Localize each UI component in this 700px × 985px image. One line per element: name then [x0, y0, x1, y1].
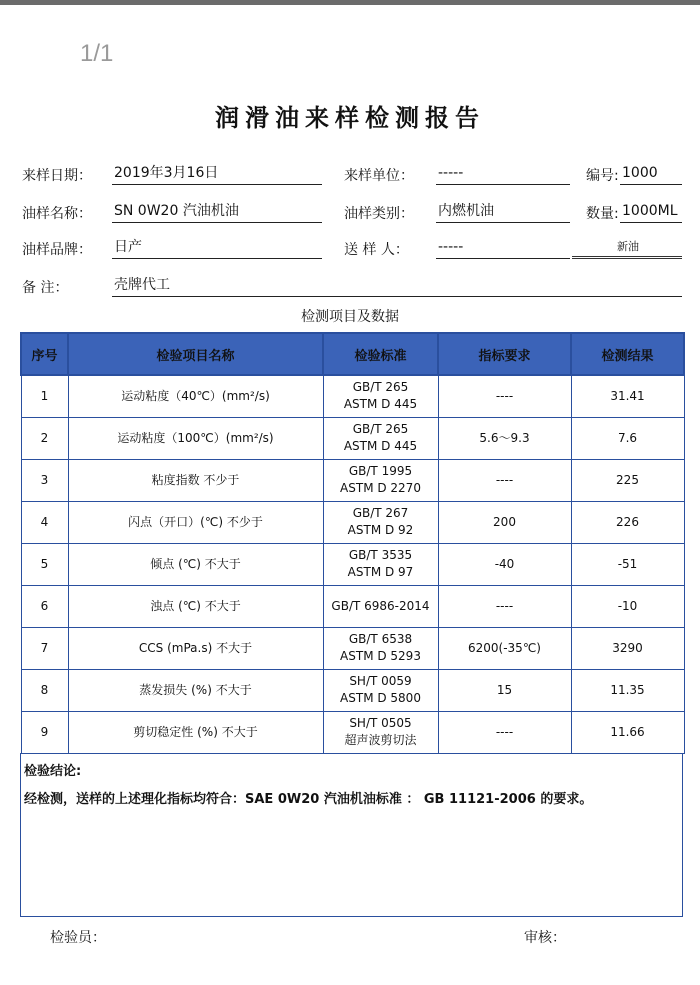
- section-title: 检测项目及数据: [301, 309, 399, 325]
- standard-line: GB/T 6986-2014: [331, 598, 430, 613]
- row-no: 2: [21, 417, 68, 459]
- row-requirement: 15: [438, 669, 571, 711]
- header-no: 序号: [21, 333, 68, 375]
- row-item: 粘度指数 不少于: [68, 459, 323, 501]
- oil-type-label: 油样类别：: [344, 206, 414, 222]
- oil-name-value: SN 0W20 汽油机油: [112, 201, 322, 223]
- standard-line: GB/T 265: [352, 380, 409, 395]
- row-requirement: ----: [438, 375, 571, 417]
- row-requirement: 5.6～9.3: [438, 417, 571, 459]
- row-result: 11.35: [571, 669, 684, 711]
- standard-line: SH/T 0505: [349, 716, 412, 730]
- number-value: 1000: [620, 163, 682, 185]
- sender-label: 送 样 人：: [344, 242, 409, 258]
- header-item: 检验项目名称: [68, 333, 323, 375]
- row-standard: [323, 501, 438, 543]
- row-standard: [323, 459, 438, 501]
- unit-label: 来样单位：: [344, 168, 414, 184]
- row-requirement: ----: [438, 711, 571, 753]
- row-no: 5: [21, 543, 68, 585]
- row-result: 3290: [571, 627, 684, 669]
- reviewer-label: 审核：: [524, 930, 566, 946]
- table-row: [21, 375, 684, 417]
- remark-label: 备 注：: [22, 280, 69, 296]
- table-row: [21, 459, 684, 501]
- table-header-row: [21, 333, 684, 375]
- quantity-label: 数量:: [586, 206, 619, 222]
- standard-line: ASTM D 445: [343, 439, 418, 453]
- page-counter: 1/1: [80, 40, 114, 67]
- standard-line: GB/T 265: [352, 422, 409, 436]
- report-title: 润滑油来样检测报告: [215, 103, 485, 132]
- viewer-top-bar: [0, 0, 700, 5]
- row-no: 6: [21, 585, 68, 627]
- row-standard: [323, 711, 438, 753]
- table-row: [21, 543, 684, 585]
- row-result: 31.41: [571, 375, 684, 417]
- standard-line: ASTM D 2270: [340, 481, 421, 495]
- row-no: 1: [21, 375, 68, 417]
- row-requirement: ----: [438, 459, 571, 501]
- header-result: 检测结果: [571, 333, 684, 375]
- table-row: [21, 711, 684, 753]
- row-item: 运动粘度（100℃）(mm²/s): [68, 417, 323, 459]
- row-standard: [323, 669, 438, 711]
- date-value: 2019年3月16日: [112, 163, 322, 185]
- row-item: 运动粘度（40℃）(mm²/s): [68, 375, 323, 417]
- row-item: 剪切稳定性 (%) 不大于: [68, 711, 323, 753]
- row-no: 7: [21, 627, 68, 669]
- standard-line: ASTM D 92: [347, 523, 414, 537]
- conclusion-box: [20, 753, 683, 917]
- table-row: [21, 585, 684, 627]
- row-standard: [323, 627, 438, 669]
- inspector-label: 检验员：: [50, 930, 106, 946]
- table-row: [21, 627, 684, 669]
- row-standard: [323, 375, 438, 417]
- row-item: 倾点 (℃) 不大于: [68, 543, 323, 585]
- row-result: -51: [571, 543, 684, 585]
- oil-type-value: 内燃机油: [436, 201, 570, 223]
- table-row: [21, 501, 684, 543]
- row-no: 3: [21, 459, 68, 501]
- row-no: 8: [21, 669, 68, 711]
- row-result: 226: [571, 501, 684, 543]
- row-requirement: -40: [438, 543, 571, 585]
- row-item: 蒸发损失 (%) 不大于: [68, 669, 323, 711]
- number-label: 编号:: [586, 168, 619, 184]
- quantity-value: 1000ML: [620, 201, 682, 223]
- standard-line: ASTM D 5293: [340, 649, 421, 663]
- row-standard: [323, 543, 438, 585]
- results-table: [20, 332, 685, 754]
- brand-value: 日产: [112, 237, 322, 259]
- row-standard: [323, 585, 438, 627]
- header-requirement: 指标要求: [438, 333, 571, 375]
- brand-label: 油样品牌：: [22, 242, 92, 258]
- conclusion-label: 检验结论:: [24, 764, 82, 779]
- conclusion-text: 经检测，送样的上述理化指标均符合：SAE 0W20 汽油机油标准 ： GB 11121-2006 的要求。: [24, 792, 593, 807]
- row-requirement: 200: [438, 501, 571, 543]
- standard-line: GB/T 3535: [348, 548, 413, 562]
- standard-line: ASTM D 5800: [340, 691, 421, 705]
- table-row: [21, 669, 684, 711]
- row-no: 4: [21, 501, 68, 543]
- row-item: 浊点 (℃) 不大于: [68, 585, 323, 627]
- oil-status-value: 新油: [572, 237, 682, 259]
- standard-line: 超声波剪切法: [344, 733, 417, 747]
- row-result: 11.66: [571, 711, 684, 753]
- date-label: 来样日期：: [22, 168, 92, 184]
- row-item: 闪点（开口）(℃) 不少于: [68, 501, 323, 543]
- standard-line: GB/T 267: [352, 506, 409, 520]
- standard-line: GB/T 6538: [348, 632, 413, 646]
- row-result: 225: [571, 459, 684, 501]
- row-requirement: ----: [438, 585, 571, 627]
- oil-name-label: 油样名称：: [22, 206, 92, 222]
- sender-value: -----: [436, 237, 570, 259]
- row-result: 7.6: [571, 417, 684, 459]
- standard-line: ASTM D 97: [347, 565, 414, 579]
- row-requirement: 6200(-35℃): [438, 627, 571, 669]
- table-row: [21, 417, 684, 459]
- standard-line: ASTM D 445: [343, 397, 418, 412]
- standard-line: SH/T 0059: [349, 674, 412, 688]
- row-result: -10: [571, 585, 684, 627]
- row-item: CCS (mPa.s) 不大于: [68, 627, 323, 669]
- standard-line: GB/T 1995: [348, 464, 413, 478]
- row-standard: [323, 417, 438, 459]
- unit-value: -----: [436, 163, 570, 185]
- header-standard: 检验标准: [323, 333, 438, 375]
- remark-value: 壳牌代工: [112, 275, 682, 297]
- row-no: 9: [21, 711, 68, 753]
